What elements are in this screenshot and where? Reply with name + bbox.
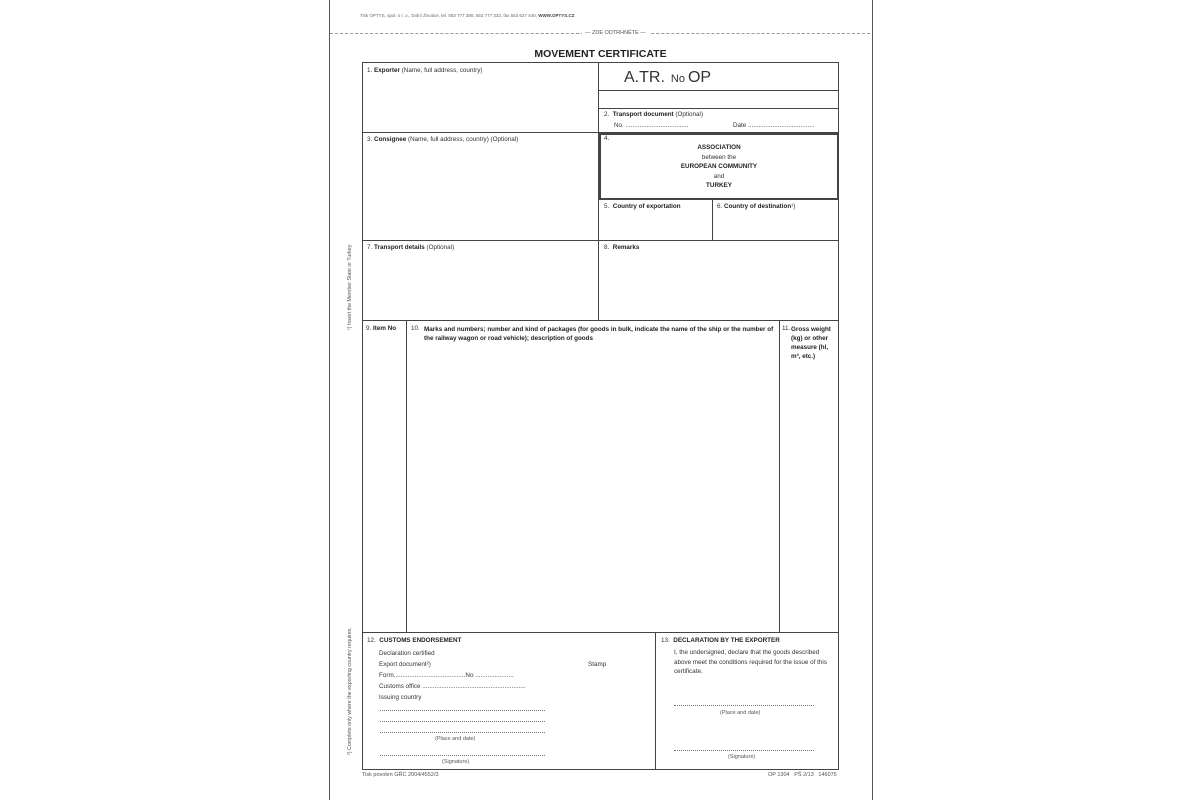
box13-number: 13. xyxy=(661,637,670,644)
box8-number: 8. xyxy=(604,244,610,251)
box3-title: Consignee xyxy=(374,136,407,143)
dotted-line-1 xyxy=(380,710,545,711)
box5-label xyxy=(604,203,681,211)
box11-title: Gross weight (kg) or other measure (hl, m³, etc.) xyxy=(791,326,831,360)
association-eu: EUROPEAN COMMUNITY xyxy=(680,163,758,170)
box8-title: Remarks xyxy=(612,244,640,251)
printer-website: WWW.OPTYS.CZ xyxy=(538,13,575,18)
box1-number: 1. xyxy=(367,67,373,74)
box2-number: 2. xyxy=(604,111,610,118)
box1-title: Exporter xyxy=(374,67,400,74)
box7-hint: (Optional) xyxy=(426,244,455,251)
footnote-export-country: ²) Complete only where the exporting country requires. xyxy=(347,627,353,755)
divider-row-4 xyxy=(362,632,839,633)
footer-code-3: 146075 xyxy=(818,772,837,778)
association-and: and xyxy=(713,172,725,180)
divider-col-12-13 xyxy=(655,632,656,770)
box4-number: 4. xyxy=(604,135,610,142)
box8-label xyxy=(604,244,639,252)
association-turkey: TURKEY xyxy=(706,182,732,189)
box1-hint: (Name, full address, country) xyxy=(401,67,483,74)
box2-hint: (Optional) xyxy=(675,111,704,118)
box11-number: 11. xyxy=(782,325,791,332)
transport-doc-date-field: Date ...................................... xyxy=(733,122,815,129)
issuing-country-field: Issuing country xyxy=(379,694,422,701)
footer-permit: Tisk povolen GŘC 2004/4552/3 xyxy=(362,772,439,778)
box9-label xyxy=(366,325,396,333)
box6-title: Country of destination xyxy=(724,203,792,210)
box10-title: Marks and numbers; number and kind of packages (for goods in bulk, indicate the name of the ship or the number of the railway wagon or road vehicle); description of goods xyxy=(424,326,774,342)
footer-code-1: OP 1304 xyxy=(768,772,790,778)
transport-doc-no-field: No. .................................... xyxy=(614,122,689,129)
association-text xyxy=(600,143,838,191)
box12-number: 12. xyxy=(367,637,376,644)
atr-no-label: No xyxy=(670,73,685,85)
box13-signature: (Signature) xyxy=(728,754,756,760)
export-document: Export document²) xyxy=(379,661,431,668)
footer-codes xyxy=(768,771,837,779)
document-title: MOVEMENT CERTIFICATE xyxy=(534,48,667,60)
association-between: between the xyxy=(701,153,737,161)
box6-label xyxy=(717,203,795,211)
box3-label xyxy=(367,136,518,144)
box13-label xyxy=(661,637,780,645)
divider-col-9-10 xyxy=(406,320,407,632)
tear-off-label: — ZDE ODTRHNĚTE — xyxy=(582,30,649,36)
footnote-member-state: ¹) Insert the Member State or Turkey. xyxy=(347,243,353,330)
divider-row-2 xyxy=(362,240,839,241)
box9-title: Item No xyxy=(373,325,397,332)
box10-number: 10. xyxy=(411,325,420,332)
box12-signature: (Signature) xyxy=(442,759,470,765)
divider-col-5-6 xyxy=(712,199,713,240)
box13-title: DECLARATION BY THE EXPORTER xyxy=(673,637,780,644)
box7-label xyxy=(367,244,454,252)
box9-number: 9. xyxy=(366,325,372,332)
dotted-line-3 xyxy=(380,732,545,733)
box5-number: 5. xyxy=(604,203,610,210)
box7-title: Transport details xyxy=(374,244,425,251)
box13-place-date: (Place and date) xyxy=(720,710,761,716)
atr-heading xyxy=(624,69,711,87)
association-title: ASSOCIATION xyxy=(697,144,741,151)
divider-row-3 xyxy=(362,320,839,321)
customs-office-field: Customs office ........................................................... xyxy=(379,683,526,690)
printer-text: Tisk OPTYS, spol. s r. o., Dolní Životice, tel. 553 777 380, 553 777 333, fax 553 627 440, xyxy=(360,13,537,18)
dotted-line-2 xyxy=(380,721,545,722)
box12-place-date: (Place and date) xyxy=(435,736,476,742)
divider-col-10-11 xyxy=(779,320,780,632)
box12-label xyxy=(367,637,461,645)
stamp-label: Stamp xyxy=(588,661,607,668)
box2-title: Transport document xyxy=(612,111,674,118)
dotted-line-6 xyxy=(674,750,814,751)
box1-label xyxy=(367,67,483,75)
exporter-declaration-text: I, the undersigned, declare that the goods described above meet the conditions required for the issue of this certificate. xyxy=(674,649,827,675)
printer-info xyxy=(360,13,574,18)
declaration-certified: Declaration certified xyxy=(379,650,435,657)
box2-label xyxy=(604,111,703,119)
box3-number: 3. xyxy=(367,136,373,143)
box6-note: ¹) xyxy=(791,203,796,210)
box3-hint: (Name, full address, country) (Optional) xyxy=(407,136,519,143)
box12-title: CUSTOMS ENDORSEMENT xyxy=(379,637,462,644)
atr-line-1 xyxy=(598,90,839,91)
atr-series: OP xyxy=(687,69,712,86)
form-number-field: Form.........................................No ...................... xyxy=(379,672,514,679)
box5-title: Country of exportation xyxy=(612,203,681,210)
atr-line-2 xyxy=(598,108,839,109)
box6-number: 6. xyxy=(717,203,723,210)
footer-code-2: PŠ 2/13 xyxy=(794,772,814,778)
dotted-line-4 xyxy=(380,755,545,756)
dotted-line-5 xyxy=(674,705,814,706)
atr-label: A.TR. xyxy=(624,69,665,86)
box7-number: 7. xyxy=(367,244,373,251)
